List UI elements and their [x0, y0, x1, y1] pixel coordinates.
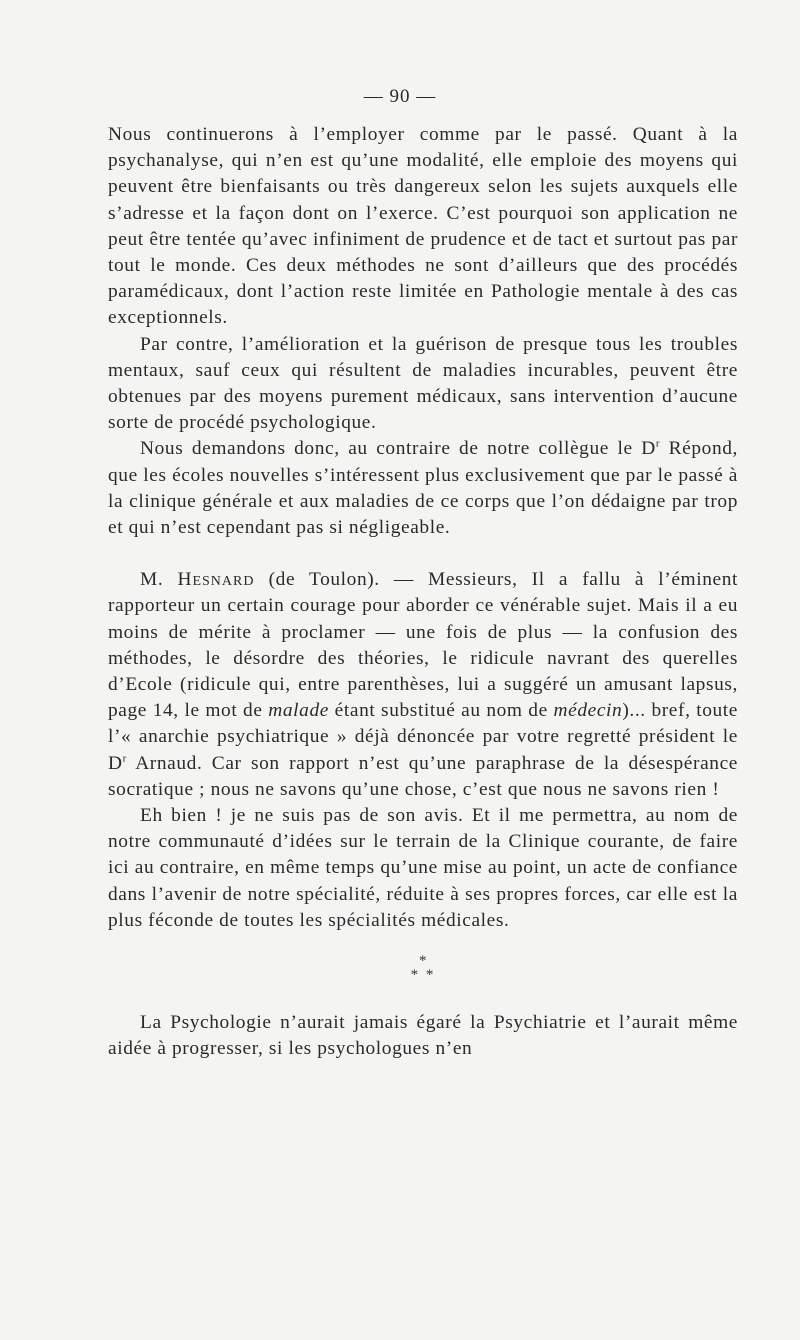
- superscript-r-2: r: [122, 752, 127, 765]
- italic-malade: malade: [268, 700, 329, 722]
- body-text: [108, 122, 738, 1063]
- paragraph-3: [108, 436, 738, 541]
- paragraph-5: Eh bien ! je ne suis pas de son avis. Et il me permettra, au nom de notre communauté d’idées sur le terrain de la Clinique courante, de faire ici au contraire, en même temps qu’une mise au point, un acte de confiance dans l’avenir de notre spécialité, réduite à ses propres forces, car elle est la plus féconde de toutes les spécialités médicales.: [108, 805, 738, 931]
- paragraph-4-text-b: étant substitué au nom de: [328, 700, 554, 722]
- superscript-r: r: [655, 437, 661, 450]
- paragraph-1: Nous continuerons à l’employer comme par le passé. Quant à la psychanalyse, qui n’en est qu’une modalité, elle emploie des moyens qui peuvent être bienfaisants ou très dangereux selon les sujets auxquels elle s’adresse et la façon dont on l’exerce. C’est pourquoi son application ne peut être tentée qu’avec infiniment de prudence et de tact et surtout pas par tout le monde. Ces deux méthodes ne sont d’ailleurs que des procédés paramédicaux, dont l’action reste limitée en Pathologie mentale à des cas exceptionnels.: [108, 124, 738, 329]
- asterism-divider: [108, 954, 738, 982]
- asterism-top: *: [418, 953, 428, 970]
- speaker-place: (de Toulon). —: [254, 569, 429, 591]
- page-number: — 90 —: [363, 86, 437, 107]
- italic-medecin: médecin: [553, 700, 623, 722]
- paragraph-4-text-a: Messieurs, Il a fallu à l’éminent rapporteur un certain courage pour aborder ce vénérable sujet. Mais il a eu moins de mérite à proclamer — une fois de plus — la confusion des méthodes, le désordre des théories, le ridicule navrant des querelles d’Ecole (ridicule qui, entre parenthèses, lui a suggéré un amusant lapsus, page 14, le mot de: [108, 569, 738, 722]
- asterism-bottom: * *: [410, 967, 436, 984]
- paragraph-6: La Psychologie n’aurait jamais égaré la Psychiatrie et l’aurait même aidée à progresser, si les psychologues n’en: [108, 1012, 738, 1060]
- paragraph-4-text-c: )... bref, toute l’« anarchie psychiatrique » déjà dénoncée par votre regretté président le D: [108, 700, 738, 774]
- speaker-prefix: M.: [140, 569, 178, 591]
- speaker-name: Hesnard: [177, 569, 255, 591]
- paragraph-4-text-d: Arnaud. Car son rapport n’est qu’une paraphrase de la désespérance socratique ; nous ne savons qu’une chose, c’est que nous ne savons rien !: [108, 752, 738, 800]
- paragraph-3-text-b: Répond, que les écoles nouvelles s’intéressent plus exclusivement que par le passé à la clinique générale et aux maladies de ce corps que l’on dédaigne par trop et qui n’est cependant pas si négligeable.: [108, 438, 738, 539]
- paragraph-2: Par contre, l’amélioration et la guérison de presque tous les troubles mentaux, sauf ceux qui résultent de maladies incurables, peuvent être obtenues par des moyens purement médicaux, sans intervention d’aucune sorte de procédé psychologique.: [108, 333, 738, 434]
- paragraph-4-hesnard: [108, 567, 738, 803]
- paragraph-3-text-a: Nous demandons donc, au contraire de notre collègue le D: [140, 438, 656, 460]
